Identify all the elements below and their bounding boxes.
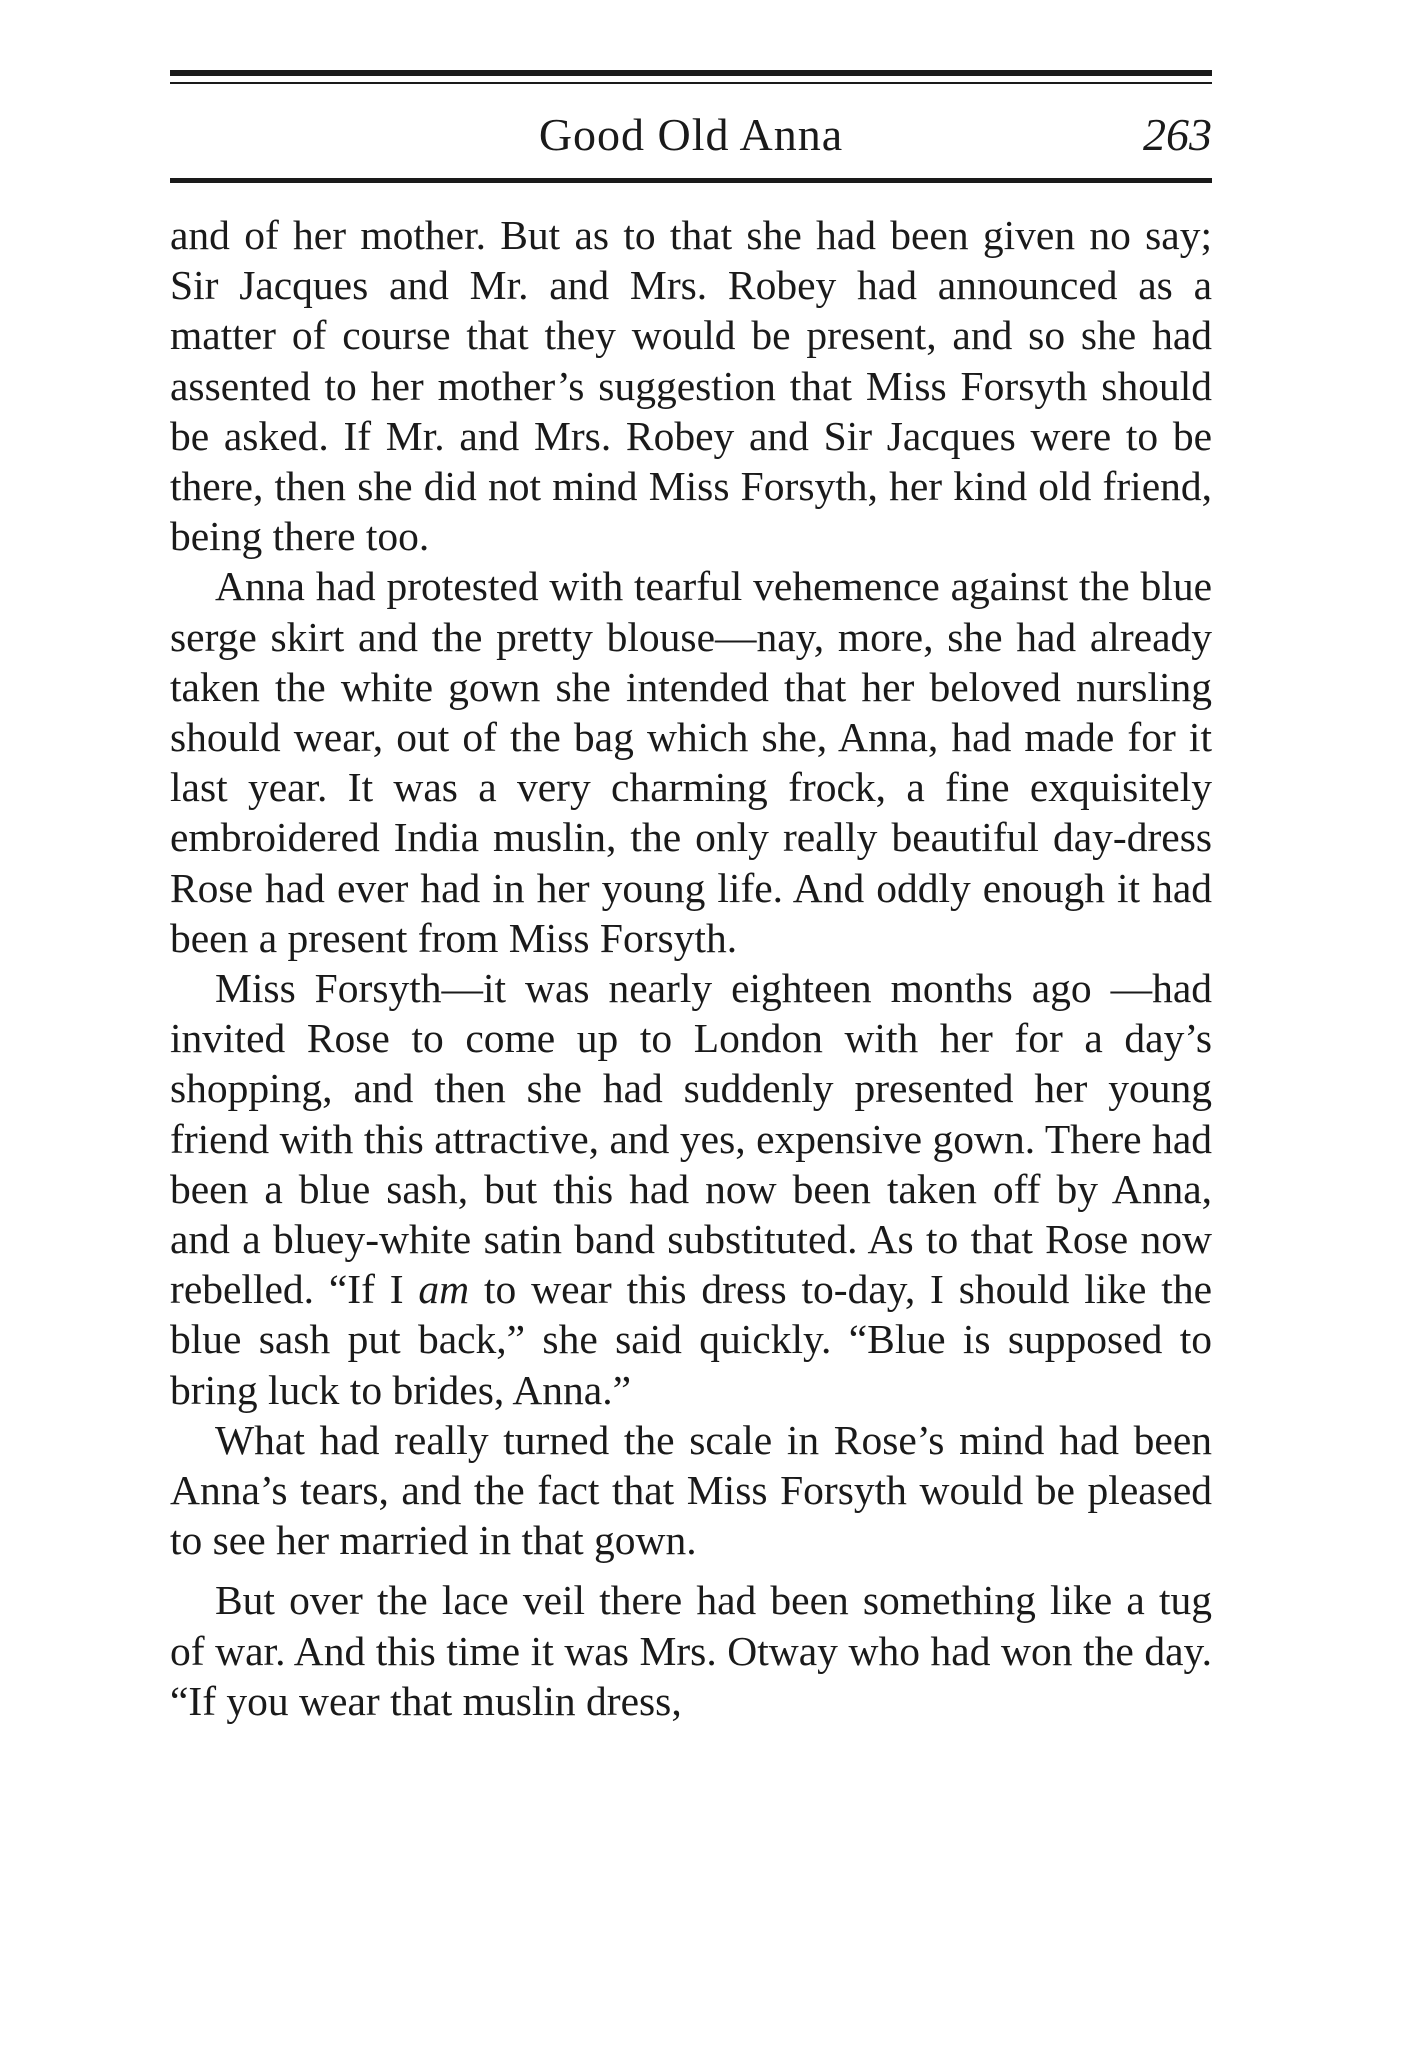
paragraph-3-text-b: to wear this dress to-day, I should like the blue sash put back,” she said quickly. “Blue is supposed to bring luck to brides, Anna.” xyxy=(170,1266,1212,1413)
paragraph-2: Anna had protested with tearful vehemence against the blue serge skirt and the pretty blouse—nay, more, she had already taken the white gown she intended that her beloved nursling should wear, out of the bag which she, Anna, had made for it last year. It was a very charming frock, a fine exquisitely embroidered India muslin, the only really beautiful day-dress Rose had ever had in her young life. And oddly enough it had been a present from Miss Forsyth. xyxy=(170,563,1212,961)
paragraph-5: But over the lace veil there had been something like a tug of war. And this time it was Mrs. Otway who had won the day. “If you wear that muslin dress, xyxy=(170,1577,1212,1724)
paragraph-3 xyxy=(170,963,1212,1415)
page-number: 263 xyxy=(1143,109,1212,160)
paragraph-1: and of her mother. But as to that she had been given no say; Sir Jacques and Mr. and Mrs. Robey had announced as a matter of course that they would be present, and so she had assented to her mother’s suggestion that Miss Forsyth should be asked. If Mr. and Mrs. Robey and Sir Jacques were to be there, then she did not mind Miss Forsyth, her kind old friend, being there too. xyxy=(170,212,1212,560)
header-rule-top-thick xyxy=(170,70,1212,76)
paragraph-3-emphasis: am xyxy=(418,1266,470,1313)
header-rule-bottom xyxy=(170,178,1212,183)
paragraph-4: What had really turned the scale in Rose’s mind had been Anna’s tears, and the fact that Miss Forsyth would be pleased to see her married in that gown. xyxy=(170,1416,1212,1564)
header-rule-top-thin xyxy=(170,82,1212,84)
running-head xyxy=(170,100,1212,170)
paragraph-3-text-a: Miss Forsyth—it was nearly eighteen months ago —had invited Rose to come up to London with her for a day’s shopping, and then she had suddenly presented her young friend with this attractive, and yes, expensive gown. There had been a blue sash, but this had now been taken off by Anna, and a bluey-white satin band substituted. As to that Rose now rebelled. “If I xyxy=(170,965,1212,1313)
running-title: Good Old Anna xyxy=(538,109,844,160)
body-text xyxy=(170,210,1212,1726)
